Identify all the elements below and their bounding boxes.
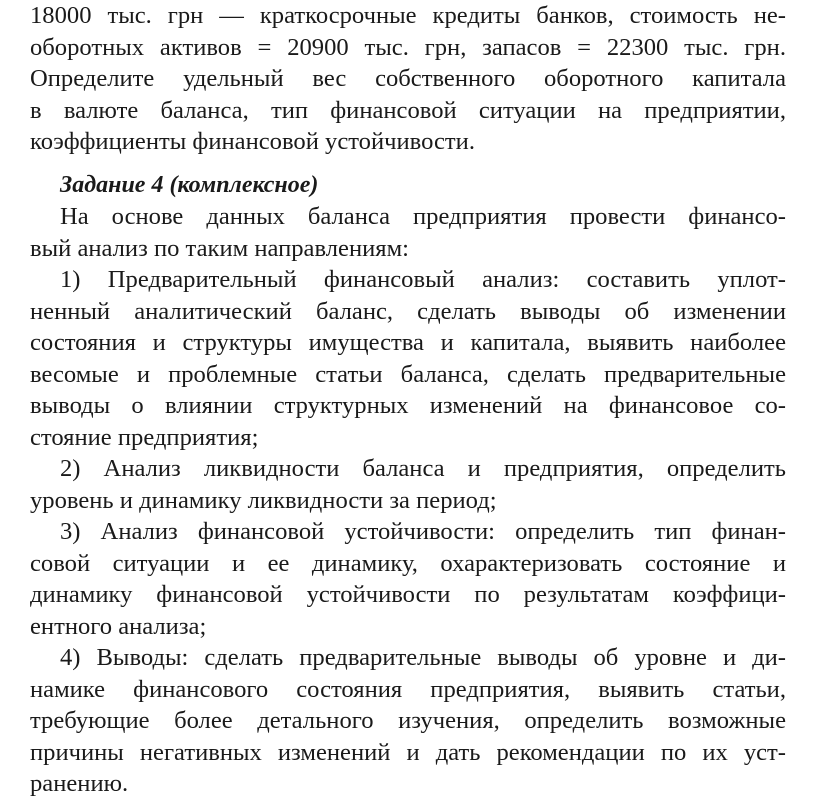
text-line: причины негативных изменений и дать рекомендации по их уст-: [30, 738, 786, 766]
text-line: требующие более детального изучения, определить возможные: [30, 707, 786, 734]
intro-paragraph: [30, 0, 786, 158]
text-line: ентного анализа;: [30, 612, 207, 640]
text-line: совой ситуации и ее динамику, охарактеризовать состояние и: [30, 549, 786, 577]
text-line: Определите удельный вес собственного оборотного капитала: [30, 65, 786, 92]
task-heading: Задание 4 (комплексное): [60, 171, 319, 198]
text-line: 3) Анализ финансовой устойчивости: определить тип финан-: [60, 518, 786, 545]
task-item-2: [30, 453, 786, 516]
text-line: ранению.: [30, 770, 129, 797]
text-line: в валюте баланса, тип финансовой ситуации на предприятии,: [30, 96, 786, 124]
text-line: весомые и проблемные статьи баланса, сделать предварительные: [30, 360, 786, 388]
text-line: коэффициенты финансовой устойчивости.: [30, 128, 475, 155]
task-item-3: [30, 516, 786, 642]
text-line: стояние предприятия;: [30, 423, 259, 451]
text-line: состояния и структуры имущества и капитала, выявить наиболее: [30, 329, 786, 356]
task-item-1: [30, 264, 786, 453]
text-line: На основе данных баланса предприятия провести финансо-: [60, 203, 786, 230]
text-line: вый анализ по таким направлениям:: [30, 234, 409, 262]
document-page: [30, 0, 786, 800]
task-item-4: [30, 642, 786, 800]
text-line: уровень и динамику ликвидности за период;: [30, 486, 497, 514]
text-line: оборотных активов = 20900 тыс. грн, запасов = 22300 тыс. грн.: [30, 33, 786, 61]
text-line: 1) Предварительный финансовый анализ: составить уплот-: [60, 266, 786, 293]
text-line: намике финансового состояния предприятия, выявить статьи,: [30, 675, 786, 703]
text-line: выводы о влиянии структурных изменений на финансовое со-: [30, 392, 786, 419]
text-line: 2) Анализ ликвидности баланса и предприятия, определить: [60, 455, 786, 482]
text-line: 18000 тыс. грн — краткосрочные кредиты банков, стоимость не-: [30, 2, 786, 29]
text-line: ненный аналитический баланс, сделать выводы об изменении: [30, 297, 786, 325]
task-lead-paragraph: [30, 201, 786, 264]
text-line: 4) Выводы: сделать предварительные выводы об уровне и ди-: [60, 644, 786, 671]
text-line: динамику финансовой устойчивости по результатам коэффици-: [30, 581, 786, 608]
